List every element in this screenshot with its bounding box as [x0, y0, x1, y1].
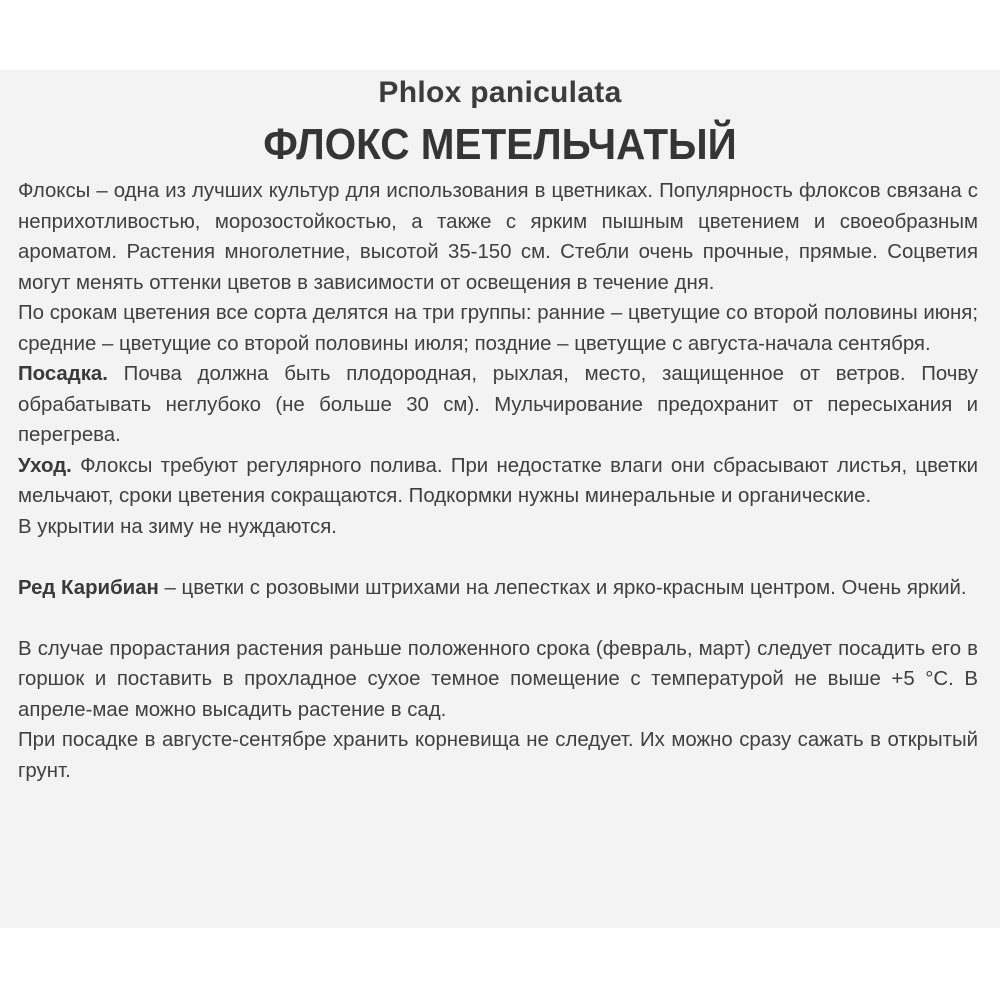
early-sprout-paragraph: В случае прорастания растения раньше положенного срока (февраль, март) следует посадить его в горшок и поставить в прохладное сухое темное помещение с температурой не выше +5 °С. В апреле-мае можно высадить растение в сад.: [18, 637, 978, 721]
instruction-sheet: [0, 70, 1000, 928]
autumn-paragraph: При посадке в августе-сентябре хранить корневища не следует. Их можно сразу сажать в открытый грунт.: [18, 729, 978, 782]
groups-paragraph: По срокам цветения все сорта делятся на три группы: ранние – цветущие со второй половины июня; средние – цветущие со второй половины июля; поздние – цветущие с августа-начала сентября.: [18, 302, 978, 355]
care-paragraph: [18, 451, 978, 512]
winter-paragraph: В укрытии на зиму не нуждаются.: [18, 515, 337, 538]
spacer: [18, 542, 978, 573]
description-body: [18, 176, 978, 786]
planting-paragraph: [18, 359, 978, 451]
planting-label: Посадка.: [18, 363, 108, 385]
variety-label: Ред Карибиан: [18, 576, 159, 599]
planting-text: Почва должна быть плодородная, рыхлая, место, защищенное от ветров. Почву обрабатывать неглубоко (не больше 30 см). Мульчирование предохранит от пересыхания и перегрева.: [18, 363, 978, 446]
care-label: Уход.: [18, 454, 72, 477]
latin-name: Phlox paniculata: [378, 76, 622, 109]
variety-text: – цветки с розовыми штрихами на лепестках и ярко-красным центром. Очень яркий.: [158, 576, 967, 599]
page-title: ФЛОКС МЕТЕЛЬЧАТЫЙ: [263, 120, 737, 169]
spacer: [18, 603, 978, 634]
care-text: Флоксы требуют регулярного полива. При недостатке влаги они сбрасывают листья, цветки мельчают, сроки цветения сокращаются. Подкормки нужны минеральные и органические.: [18, 454, 978, 507]
variety-paragraph: [18, 573, 978, 604]
intro-paragraph: Флоксы – одна из лучших культур для использования в цветниках. Популярность флоксов связана с неприхотливостью, морозостойкостью, а также с ярким пышным цветением и своеобразным ароматом. Растения многолетние, высотой 35-150 см. Стебли очень прочные, прямые. Соцветия могут менять оттенки цветов в зависимости от освещения в течение дня.: [18, 180, 978, 294]
